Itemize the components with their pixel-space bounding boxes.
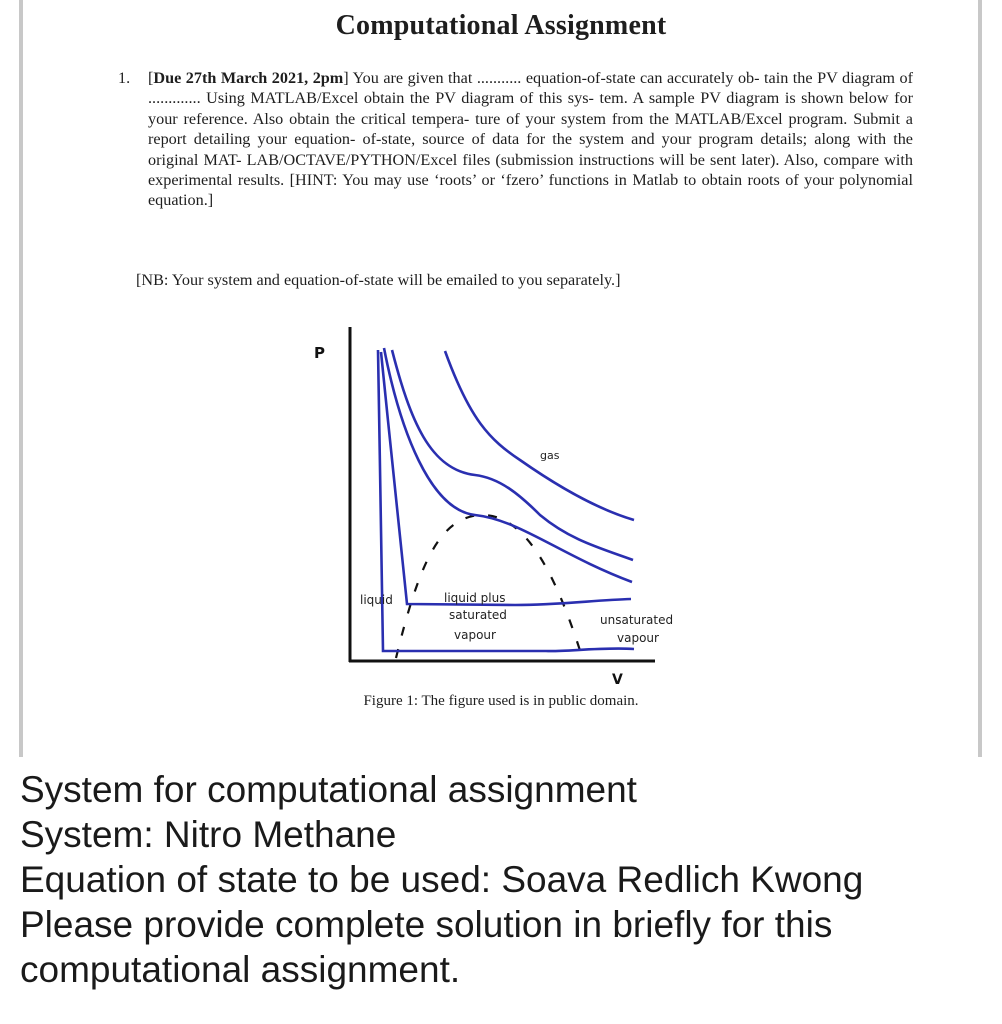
- message-line-2: System: Nitro Methane: [20, 814, 397, 855]
- due-bracket-close: ]: [343, 69, 349, 87]
- label-gas: gas: [540, 449, 560, 462]
- question-line-4: ture of your system from the MATLAB/Excel program. Submit a report detailing your equation-: [148, 109, 913, 149]
- document-title: Computational Assignment: [335, 10, 667, 41]
- question-line-6: LAB/OCTAVE/PYTHON/Excel files (submission instructions will be sent later). Also, compare: [246, 150, 880, 169]
- label-unsaturated-1: unsaturated: [600, 613, 674, 627]
- question-line-5: of-state, source of data for the system and your program details; along with the original MAT-: [148, 130, 913, 169]
- x-axis-label: V: [612, 672, 623, 688]
- message-line-3: Equation of state to be used: Soava Redlich Kwong: [20, 859, 864, 900]
- question-line-2: tain the PV diagram of ............. Using MATLAB/Excel obtain the PV diagram of this sys-: [148, 69, 913, 108]
- question-line-3: tem. A sample PV diagram is shown below for your reference. Also obtain the critical tempera-: [148, 89, 914, 128]
- label-liquid-plus-3: vapour: [454, 628, 496, 642]
- label-liquid-plus-1: liquid plus: [444, 591, 506, 605]
- due-date: Due 27th March 2021, 2pm: [153, 69, 344, 87]
- label-unsaturated-2: vapour: [617, 631, 659, 645]
- y-axis-label: P: [314, 344, 325, 362]
- message-line-1: System for computational assignment: [20, 769, 637, 810]
- message-line-4: Please provide complete solution in briefly for this: [20, 904, 833, 945]
- question-line-1: You are given that ........... equation-of-state can accurately ob-: [348, 69, 760, 87]
- isotherms: [378, 348, 634, 651]
- isotherm-2: [381, 352, 631, 605]
- label-liquid-plus-2: saturated: [449, 608, 507, 622]
- message-text: [20, 767, 990, 992]
- figure-caption: Figure 1: The figure used is in public domain.: [363, 693, 639, 709]
- isotherm-highest: [445, 351, 634, 520]
- label-liquid: liquid: [360, 593, 393, 607]
- question-number: 1.: [118, 69, 131, 87]
- message-line-5: computational assignment.: [20, 949, 461, 990]
- question-line-7: with experimental results. [HINT: You may use ‘roots’ or ‘fzero’ functions in Matlab to obtain roots: [148, 150, 913, 190]
- due-bracket-open: [: [148, 69, 154, 87]
- nb-note: [NB: Your system and equation-of-state will be emailed to you separately.]: [136, 271, 621, 289]
- question-line-8: of your polynomial equation.]: [148, 171, 913, 210]
